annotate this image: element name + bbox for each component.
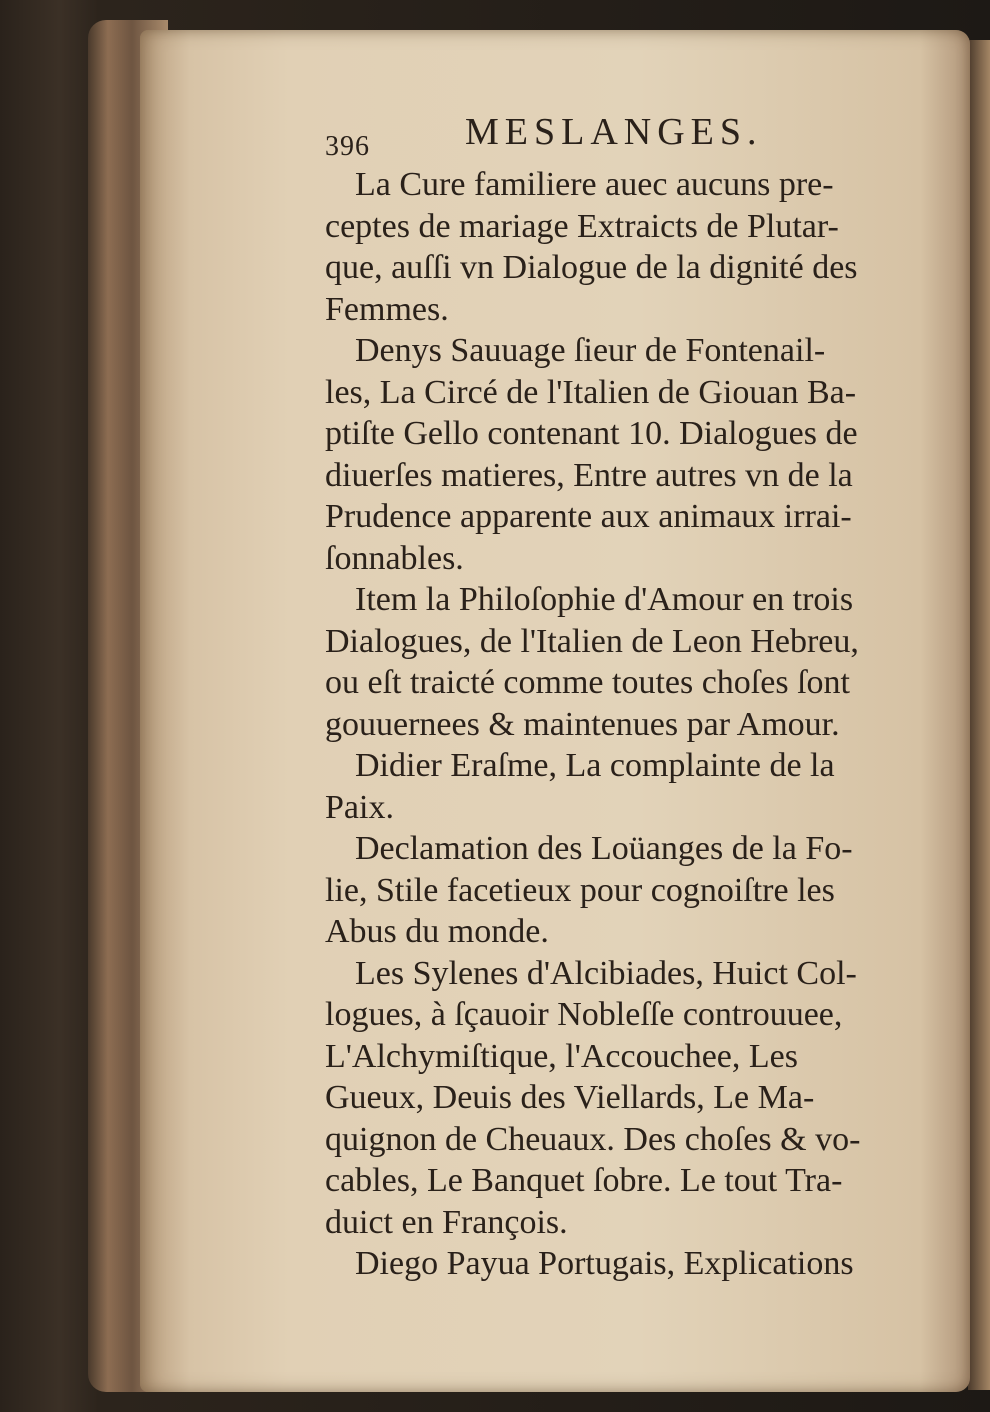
- text-line: ſonnables.: [325, 539, 464, 577]
- text-line: ceptes de mariage Extraicts de Plutar-: [325, 207, 839, 245]
- text-line: Diego Payua Portugais, Explications: [355, 1245, 854, 1282]
- text-line: quignon de Cheuaux. Des choſes & vo-: [325, 1120, 861, 1158]
- text-line: Femmes.: [325, 290, 449, 328]
- text-line: Les Sylenes d'Alcibiades, Huict Col-: [355, 954, 857, 992]
- text-line: Abus du monde.: [325, 913, 549, 950]
- text-line: Prudence apparente aux animaux irrai-: [325, 498, 852, 535]
- text-line: Declamation des Loüanges de la Fo-: [355, 830, 853, 867]
- text-line: Paix.: [325, 788, 394, 826]
- text-line: Denys Sauuage ſieur de Fontenail-: [355, 332, 826, 369]
- text-line: Didier Eraſme, La complainte de la: [355, 747, 835, 784]
- text-line: Gueux, Deuis des Viellards, Le Ma-: [325, 1079, 815, 1116]
- text-line: gouuernees & maintenues par Amour.: [325, 705, 840, 743]
- page-header: [325, 112, 905, 164]
- text-line: Dialogues, de l'Italien de Leon Hebreu,: [325, 622, 859, 660]
- page-text: [325, 112, 905, 1285]
- text-line: diuerſes matieres, Entre autres vn de la: [325, 456, 853, 494]
- text-line: L'Alchymiſtique, l'Accouchee, Les: [325, 1037, 798, 1075]
- text-line: que, auſſi vn Dialogue de la dignité des: [325, 249, 858, 286]
- text-line: La Cure familiere auec aucuns pre-: [355, 166, 834, 203]
- text-line: ou eſt traicté comme toutes choſes ſont: [325, 664, 850, 701]
- facing-page-edge: [968, 40, 990, 1390]
- text-line: Item la Philoſophie d'Amour en trois: [355, 581, 854, 618]
- text-line: ptiſte Gello contenant 10. Dialogues de: [325, 415, 858, 452]
- page-number: 396: [325, 131, 370, 162]
- text-line: les, La Circé de l'Italien de Giouan Ba-: [325, 373, 857, 411]
- text-line: duict en François.: [325, 1203, 568, 1241]
- text-line: logues, à ſçauoir Nobleſſe controuuee,: [325, 996, 843, 1033]
- text-line: lie, Stile facetieux pour cognoiſtre les: [325, 871, 835, 909]
- running-head: MESLANGES.: [465, 111, 763, 153]
- text-line: cables, Le Banquet ſobre. Le tout Tra-: [325, 1162, 843, 1199]
